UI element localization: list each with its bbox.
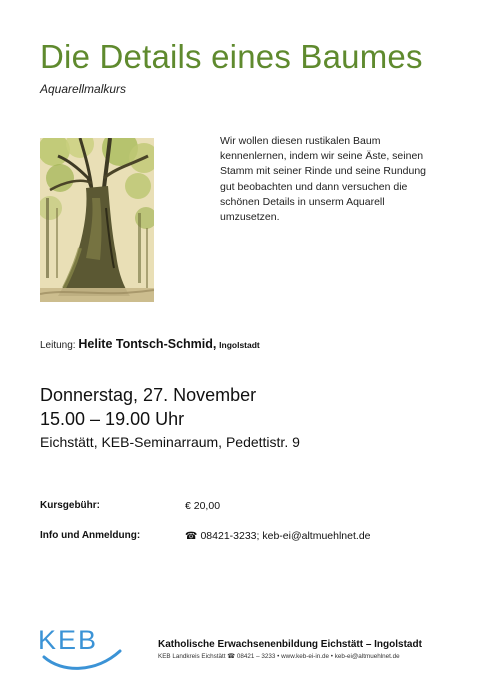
event-date: Donnerstag, 27. November bbox=[40, 385, 257, 405]
fee-label: Kursgebühr: bbox=[40, 500, 100, 511]
info-contact bbox=[185, 530, 371, 542]
logo-text: KEB bbox=[38, 625, 99, 655]
leader-city: Ingolstadt bbox=[219, 340, 260, 350]
leader-name: Helite Tontsch-Schmid, bbox=[78, 337, 217, 351]
event-place: Eichstätt, KEB-Seminarraum, Pedettistr. 9 bbox=[40, 434, 300, 450]
info-label: Info und Anmeldung: bbox=[40, 530, 141, 541]
footer-contact-line: KEB Landkreis Eichstätt ☎ 08421 – 3233 • www.keb-ei-in.de • keb-ei@altmuehlnet.de bbox=[158, 653, 400, 660]
keb-logo bbox=[38, 623, 128, 671]
event-time: 15.00 – 19.00 Uhr bbox=[40, 409, 185, 429]
fee-value: € 20,00 bbox=[185, 500, 221, 512]
telephone-icon: ☎ bbox=[185, 531, 198, 542]
course-leader bbox=[40, 337, 260, 351]
course-description: Wir wollen diesen rustikalen Baum kennenlernen, indem wir seine Äste, seinen Stamm mit seiner Rinde und seine Rundung gut beobachten und dann versuchen die schönen Details in unserm Aquarell umzusetzen. bbox=[220, 135, 427, 224]
leader-label: Leitung: bbox=[40, 340, 76, 351]
tree-watercolor-image bbox=[40, 138, 154, 302]
page-subtitle: Aquarellmalkurs bbox=[40, 82, 127, 96]
info-value: 08421-3233; keb-ei@altmuehlnet.de bbox=[200, 530, 371, 542]
page-title: Die Details eines Baumes bbox=[40, 38, 423, 75]
footer-organization: Katholische Erwachsenenbildung Eichstätt – Ingolstadt bbox=[158, 639, 422, 650]
